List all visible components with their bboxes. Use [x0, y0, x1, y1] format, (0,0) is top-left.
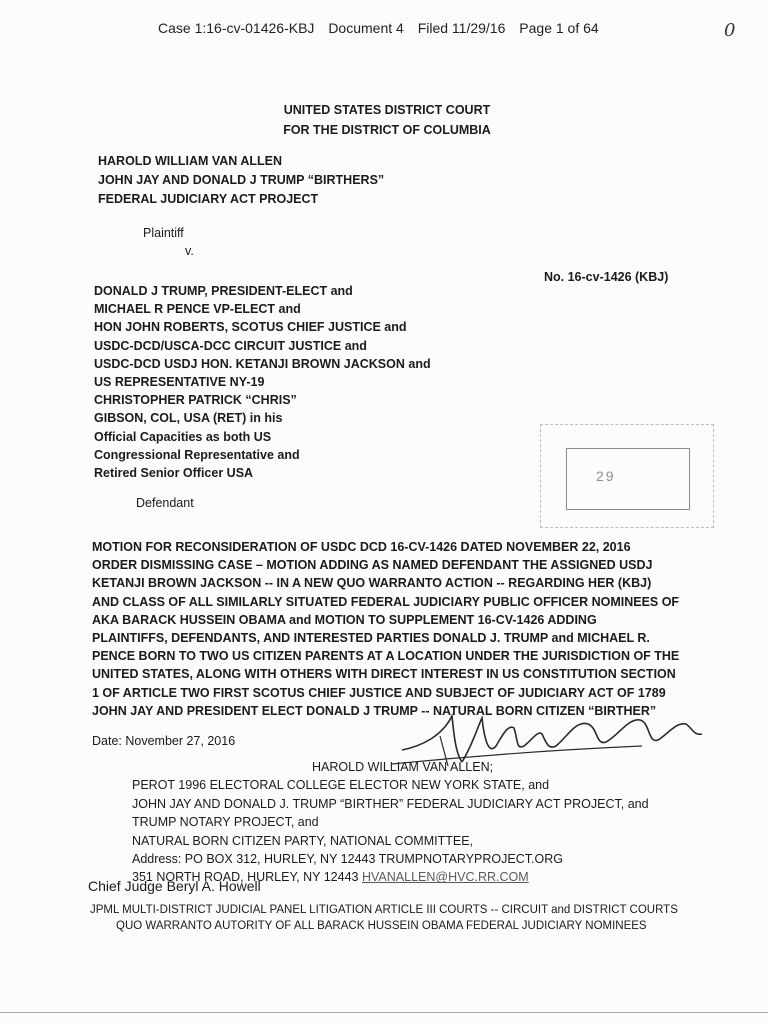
stamp-date: 29: [596, 468, 616, 484]
defendant-names: [94, 282, 431, 482]
signer-line: Address: PO BOX 312, HURLEY, NY 12443 TRUMPNOTARYPROJECT.ORG: [132, 852, 563, 867]
court-line: FOR THE DISTRICT OF COLUMBIA: [283, 123, 491, 137]
jpml-note: [90, 902, 678, 934]
plaintiff-role: [143, 224, 194, 260]
defendant-line: USDC-DCD/USCA-DCC CIRCUIT JUSTICE and: [94, 338, 367, 353]
date-line: Date: November 27, 2016: [92, 734, 236, 748]
versus-label: v.: [185, 244, 194, 258]
signature-block: [132, 758, 649, 887]
motion-line: AKA BARACK HUSSEIN OBAMA and MOTION TO SUPPLEMENT 16-CV-1426 ADDING: [92, 612, 597, 627]
motion-line: MOTION FOR RECONSIDERATION OF USDC DCD 16-CV-1426 DATED NOVEMBER 22, 2016: [92, 540, 631, 554]
filed-stamp: [540, 424, 714, 528]
motion-line: KETANJI BROWN JACKSON -- IN A NEW QUO WARRANTO ACTION -- REGARDING HER (KBJ): [92, 576, 652, 591]
motion-line: AND CLASS OF ALL SIMILARLY SITUATED FEDERAL JUDICIARY PUBLIC OFFICER NOMINEES OF: [92, 594, 680, 609]
motion-line: ORDER DISMISSING CASE – MOTION ADDING AS NAMED DEFENDANT THE ASSIGNED USDJ: [92, 558, 653, 573]
case-number: Case 1:16-cv-01426-KBJ: [158, 20, 315, 36]
page-count: Page 1 of 64: [519, 20, 599, 36]
handwritten-mark: 0: [724, 20, 736, 41]
defendant-line: HON JOHN ROBERTS, SCOTUS CHIEF JUSTICE and: [94, 320, 407, 335]
signer-line: PEROT 1996 ELECTORAL COLLEGE ELECTOR NEW YORK STATE, and: [132, 778, 550, 793]
stamp-box: [566, 448, 690, 510]
jpml-line: QUO WARRANTO AUTORITY OF ALL BARACK HUSSEIN OBAMA FEDERAL JUDICIARY NOMINEES: [116, 920, 647, 932]
street-address: 351 NORTH ROAD, HURLEY, NY 12443: [132, 870, 359, 885]
plaintiff-line: HAROLD WILLIAM VAN ALLEN: [98, 154, 283, 168]
email-link[interactable]: HVANALLEN@HVC.RR.COM: [361, 870, 529, 885]
signer-name: HAROLD WILLIAM VAN ALLEN;: [312, 760, 494, 774]
defendant-line: CHRISTOPHER PATRICK “CHRIS”: [94, 393, 297, 408]
motion-line: 1 OF ARTICLE TWO FIRST SCOTUS CHIEF JUSTICE AND SUBJECT OF JUDICIARY ACT OF 1789: [92, 685, 666, 700]
defendant-line: US REPRESENTATIVE NY-19: [94, 375, 265, 390]
page-bottom-rule: [0, 1012, 768, 1013]
defendant-line: USDC-DCD USDJ HON. KETANJI BROWN JACKSON and: [94, 356, 431, 371]
defendant-line: GIBSON, COL, USA (RET) in his: [94, 411, 283, 426]
signer-line: NATURAL BORN CITIZEN PARTY, NATIONAL COMMITTEE,: [132, 833, 474, 848]
stamp-faint-text: [596, 430, 598, 439]
filed-date: Filed 11/29/16: [417, 20, 506, 36]
defendant-line: Official Capacities as both US: [94, 429, 272, 444]
signer-line: JOHN JAY AND DONALD J. TRUMP “BIRTHER” FEDERAL JUDICIARY ACT PROJECT, and: [132, 796, 649, 811]
defendant-label: Defendant: [136, 496, 194, 510]
plaintiff-line: JOHN JAY AND DONALD J TRUMP “BIRTHERS”: [98, 173, 385, 187]
motion-line: PLAINTIFFS, DEFENDANTS, AND INTERESTED PARTIES DONALD J. TRUMP and MICHAEL R.: [92, 631, 650, 646]
defendant-line: DONALD J TRUMP, PRESIDENT-ELECT and: [94, 284, 353, 298]
case-no: No. 16-cv-1426 (KBJ): [544, 270, 669, 284]
plaintiff-line: FEDERAL JUDICIARY ACT PROJECT: [98, 192, 319, 206]
defendant-line: Retired Senior Officer USA: [94, 466, 254, 481]
plaintiff-label: Plaintiff: [143, 226, 184, 240]
motion-title: [92, 538, 682, 720]
motion-line: PENCE BORN TO TWO US CITIZEN PARENTS AT A LOCATION UNDER THE JURISDICTION OF THE: [92, 649, 680, 664]
defendant-line: Congressional Representative and: [94, 447, 300, 462]
plaintiff-names: [98, 152, 384, 209]
court-line: UNITED STATES DISTRICT COURT: [283, 103, 491, 117]
document-number: Document 4: [328, 20, 404, 36]
ecf-header: [158, 20, 609, 36]
court-caption: [0, 100, 768, 140]
chief-judge: Chief Judge Beryl A. Howell: [88, 878, 261, 894]
motion-line: UNITED STATES, ALONG WITH OTHERS WITH DIRECT INTEREST IN US CONSTITUTION SECTION: [92, 667, 676, 682]
jpml-line: JPML MULTI-DISTRICT JUDICIAL PANEL LITIGATION ARTICLE III COURTS -- CIRCUIT and DISTRICT COURTS: [90, 904, 678, 916]
defendant-line: MICHAEL R PENCE VP-ELECT and: [94, 302, 301, 317]
motion-line: JOHN JAY AND PRESIDENT ELECT DONALD J TRUMP -- NATURAL BORN CITIZEN “BIRTHER”: [92, 703, 657, 718]
signer-line: TRUMP NOTARY PROJECT, and: [132, 815, 319, 830]
